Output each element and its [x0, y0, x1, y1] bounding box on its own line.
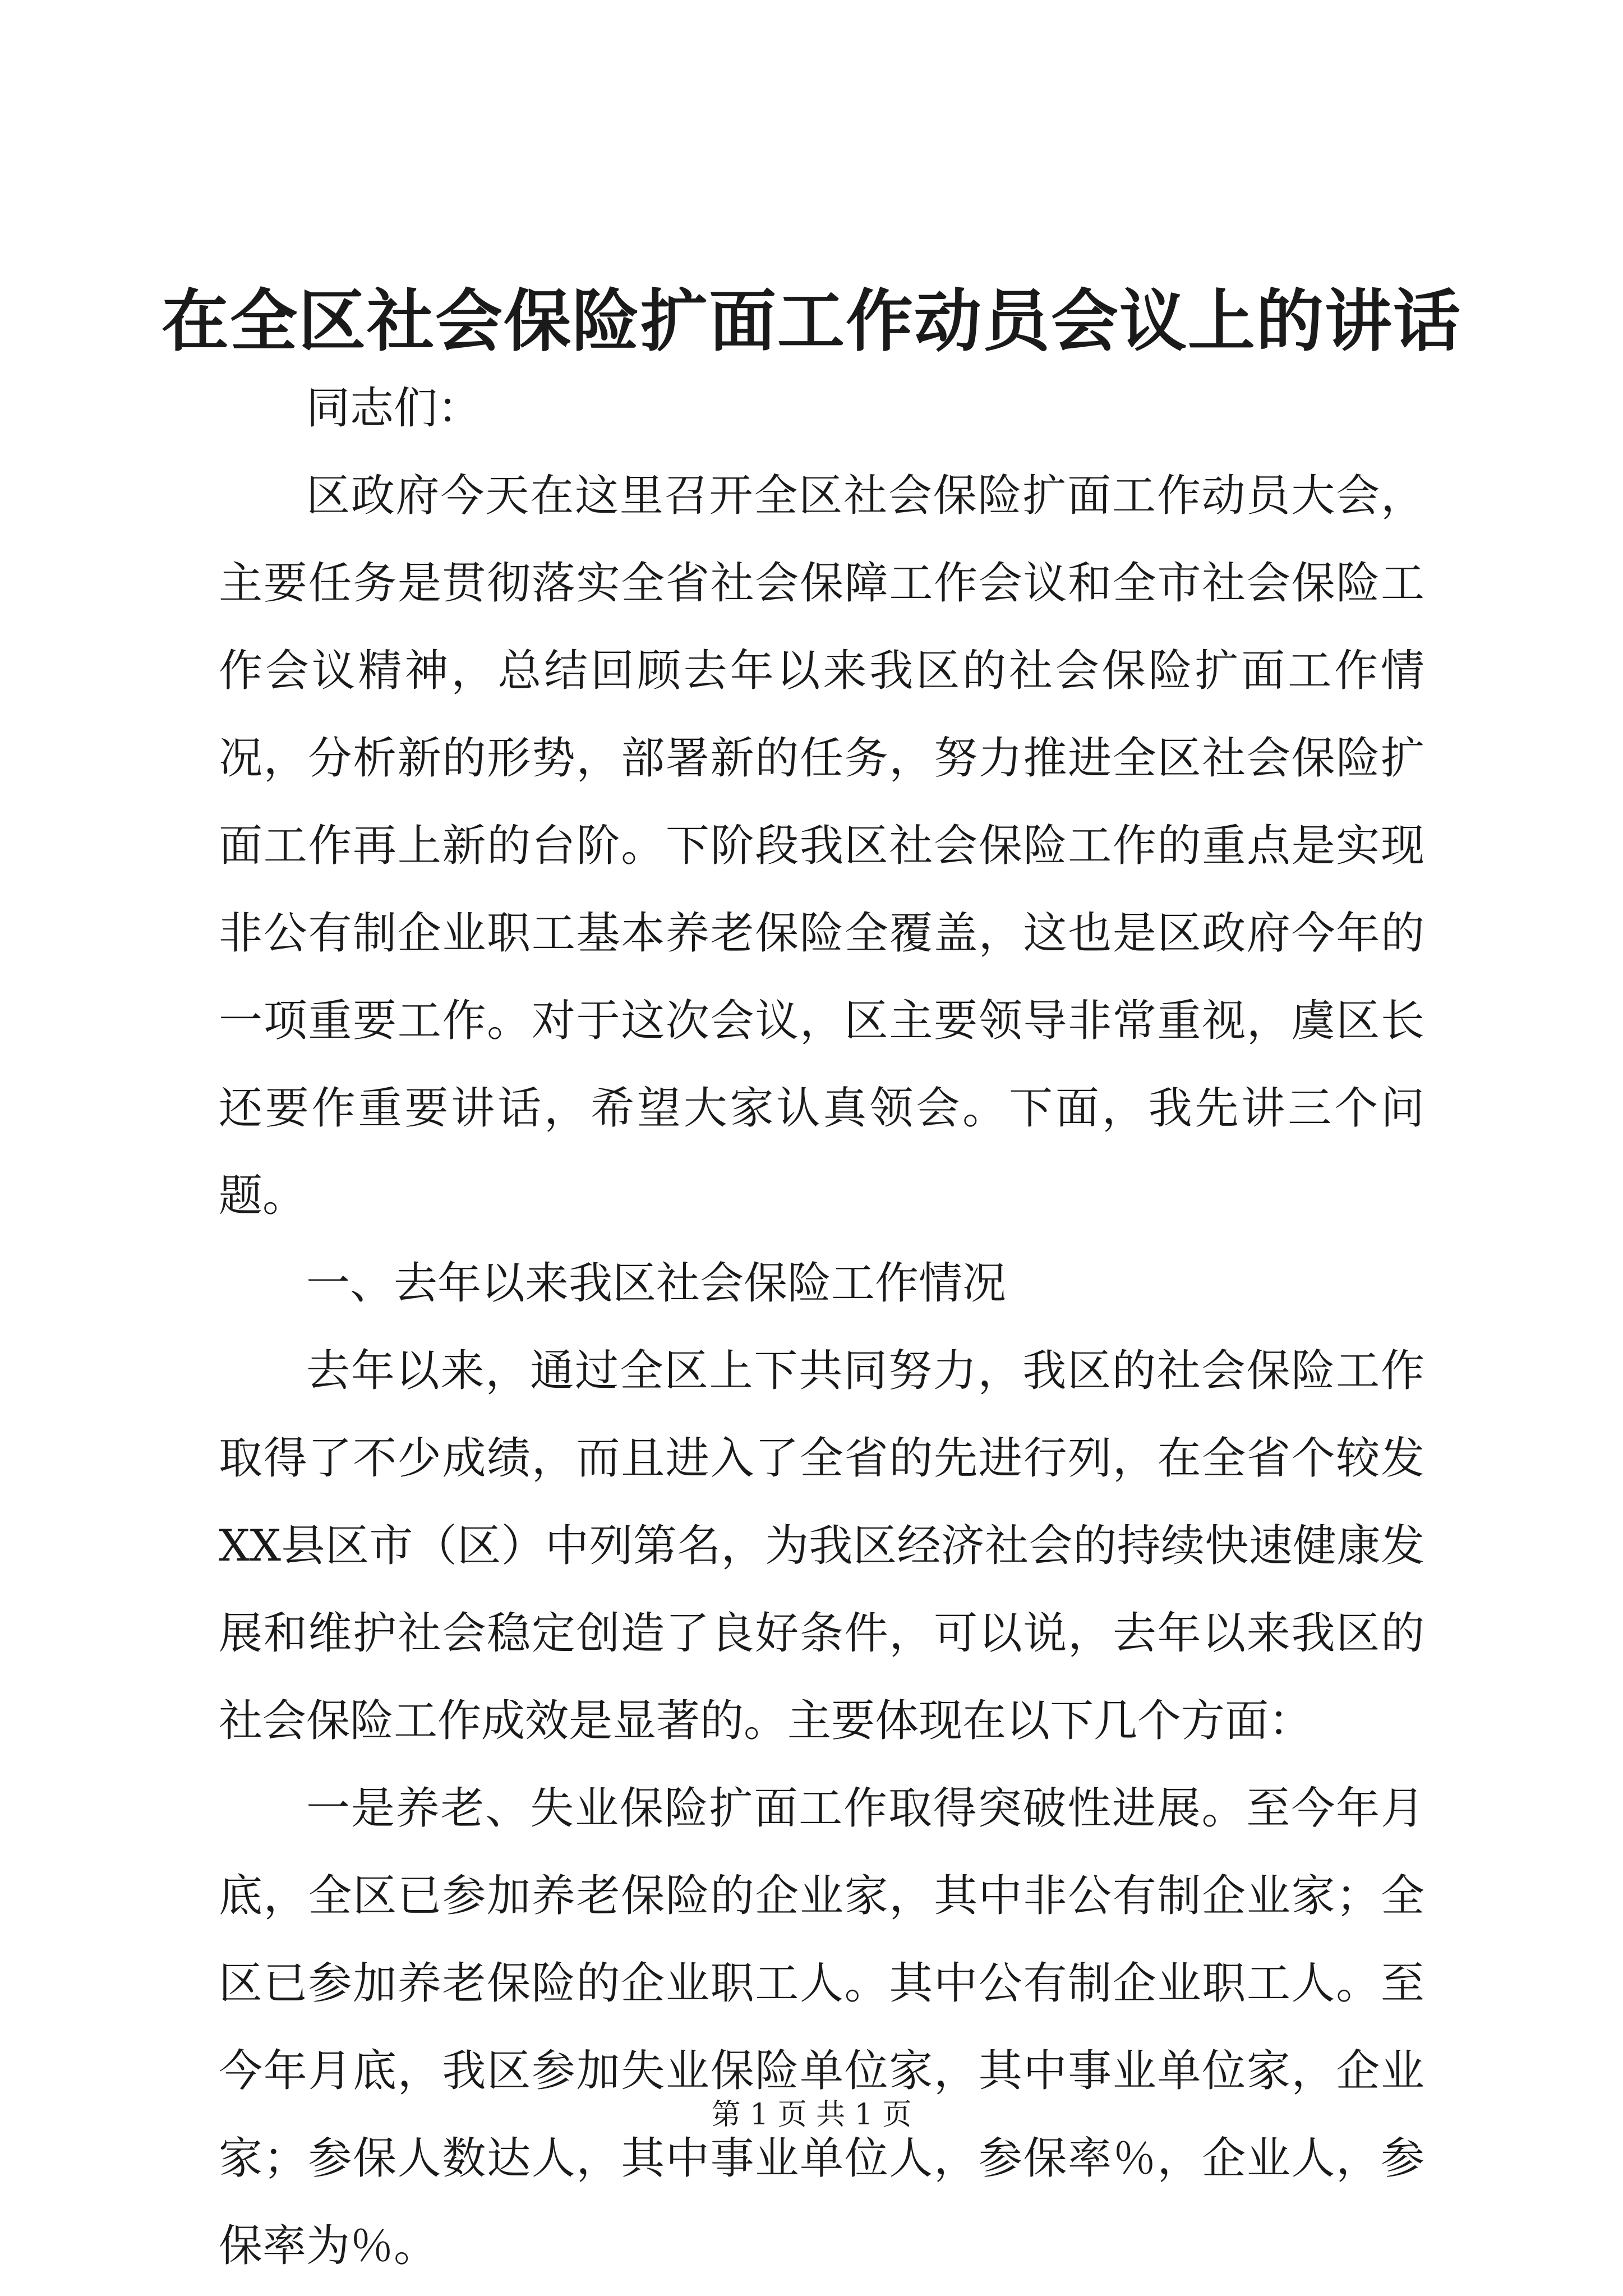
section-heading: 一、去年以来我区社会保险工作情况	[306, 1258, 1007, 1309]
page-footer: 第 1 页 共 1 页	[711, 2098, 912, 2132]
intro-paragraph: 区政府今天在这里召开全区社会保险扩面工作动员大会，主要任务是贯彻落实全省社会保障工作会议和全市社会保险工作会议精神，总结回顾去年以来我区的社会保险扩面工作情况，分析新的形势，部署新的任务，努力推进全区社会保险扩面工作再上新的台阶。下阶段我区社会保险工作的重点是实现非公有制企业职工基本养老保险全覆盖，这也是区政府今年的一项重要工作。对于这次会议，区主要领导非常重视，虞区长还要作重要讲话，希望大家认真领会。下面，我先讲三个问题。	[219, 471, 1424, 1221]
summary-paragraph: 去年以来，通过全区上下共同努力，我区的社会保险工作取得了不少成绩，而且进入了全省的先进行列，在全省个较发XX县区市（区）中列第名，为我区经济社会的持续快速健康发展和维护社会稳定创造了良好条件，可以说，去年以来我区的社会保险工作成效是显著的。主要体现在以下几个方面：	[219, 1346, 1424, 1746]
document-body	[219, 365, 1424, 2290]
salutation-paragraph: 同志们：	[306, 383, 482, 434]
document-title: 在全区社会保险扩面工作动员会议上的讲话	[162, 282, 1461, 361]
detail-paragraph: 一是养老、失业保险扩面工作取得突破性进展。至今年月底，全区已参加养老保险的企业家，其中非公有制企业家；全区已参加养老保险的企业职工人。其中公有制企业职工人。至今年月底，我区参加失业保险单位家，其中事业单位家，企业家；参保人数达人，其中事业单位人，参保率％，企业人，参保率为％。	[219, 1783, 1424, 2271]
